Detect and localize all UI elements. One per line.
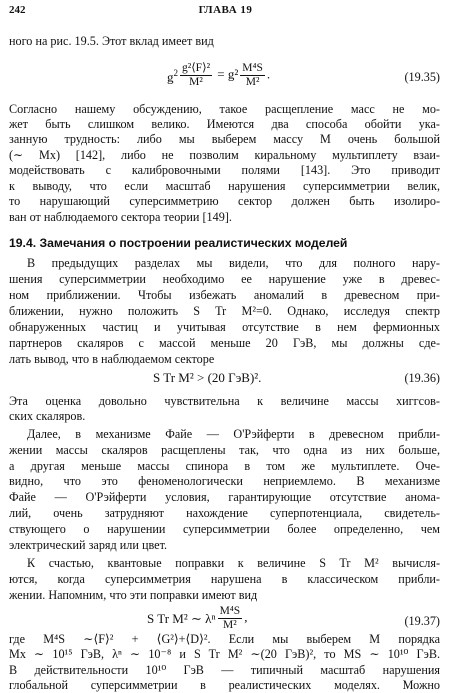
page-number: 242 <box>9 4 26 16</box>
text-line: электрический заряд или цвет. <box>9 538 168 552</box>
equation-mid: = g² <box>214 66 239 82</box>
equation-formula: S Tr M² > (20 ГэВ)². <box>153 370 262 385</box>
text-line: лий, очень затрудняют нахождение суперпотенциала, свидетель- <box>9 506 440 520</box>
text-line: ван от наблюдаемого сектора теории [149]. <box>9 210 232 224</box>
text-line: обнаруженных частиц и учитывая отсутствие в нем фермионных <box>9 320 440 334</box>
equation-19-35 <box>9 60 440 94</box>
text-line: жении. Напомним, что эти поправки имеют вид <box>9 588 258 602</box>
fraction-denominator: M² <box>189 76 203 88</box>
text-line: жении массы скаляров расщеплены так, что одна из них больше, <box>9 443 440 457</box>
fraction-numerator: g²⟨F⟩² <box>182 62 211 74</box>
text-line: ских скаляров. <box>9 409 86 423</box>
fraction-denominator: M² <box>223 619 237 631</box>
text-line: Согласно нашему обсуждению, такое расщепление масс не мо- <box>9 102 440 116</box>
running-header <box>9 4 442 20</box>
text-line: ются, когда суперсимметрия нарушена в классическом прибли- <box>9 572 440 586</box>
text-line: К счастью, квантовые поправки к величине S Tr M² вычисля- <box>27 556 440 570</box>
section-heading: 19.4. Замечания о построении реалистических моделей <box>9 236 348 250</box>
equation-lead: S Tr M² ∼ λⁿ <box>147 610 216 626</box>
text-line: глобальной суперсимметрии в реалистических моделях. Можно <box>9 678 440 692</box>
equation-19-37 <box>9 605 440 635</box>
text-line: жет быть слишком велико. Имеются два способа обойти ука- <box>9 117 440 131</box>
equation-formula: $g^2$ $\frac{\text{g²⟨F⟩²}}{\text{M²}}$ = g² $\frac{\text{M⁴S}}{\text{M²}}$ . <box>167 62 271 88</box>
text-line: Файе — О'Рэйферти условия, гарантирующие отсутствие анома- <box>9 490 440 504</box>
equation-number: (19.36) <box>404 371 440 385</box>
text-line: В предыдущих разделах мы видели, что для полного нару- <box>27 256 440 270</box>
text-line: где M⁴S ∼⟨F⟩² + ⟨G²⟩+⟨D⟩². Если мы выберем M порядка <box>9 632 440 646</box>
text-line: (∼ Mx) [142], либо не позволим киральному мультиплету взаи- <box>9 148 440 162</box>
text-line: ном приближении. Чтобы избежать аномалий в древесном при- <box>9 288 440 302</box>
text-line: шения суперсимметрии необходимо ее нарушение уже в древес- <box>9 272 440 286</box>
text-line: занную трудность: либо мы выберем массу M очень большой <box>9 132 440 146</box>
fraction-denominator: M² <box>245 76 260 88</box>
text-line: ближении, нужно положить S Tr M²=0. Однако, исследуя спектр <box>9 304 440 318</box>
text-line: к выводу, что если масштаб нарушения суперсимметрии велик, <box>9 179 440 193</box>
text-line: лать вывод, что в наблюдаемом секторе <box>9 352 215 366</box>
equation-formula <box>147 605 247 632</box>
text-line: ного на рис. 19.5. Этот вклад имеет вид <box>9 34 214 48</box>
equation-tail: , <box>244 609 248 625</box>
chapter-title: ГЛАВА 19 <box>198 4 253 16</box>
fraction-numerator: M⁴S <box>242 62 263 74</box>
text-line: то нарушающий суперсимметрию сектор должен быть изолиро- <box>9 194 440 208</box>
text-line: партнеров скаляров с массой меньше 20 ГэВ, мы должны сде- <box>9 336 440 350</box>
text-line: В действительности 10¹⁰ ГэВ — типичный масштаб нарушения <box>9 663 440 677</box>
equation-number: (19.37) <box>404 614 440 628</box>
text-line: видно, что это феноменологически неприемлемо. В механизме <box>9 474 440 488</box>
text-line: модействовать с калибровочными полями [143]. Это приводит <box>9 163 440 177</box>
text-line: Mx ∼ 10¹⁵ ГэВ, λⁿ ∼ 10⁻⁸ и S Tr M² ∼(20 ГэВ)², то MS ∼ 10¹⁰ ГэВ. <box>9 647 440 661</box>
text-line: а другая меньше массы спинора в том же мультиплете. Оче- <box>9 459 440 473</box>
text-line: ствующего о нарушении суперсимметрии более определенно, чем <box>9 522 440 536</box>
equation-tail: . <box>266 66 271 82</box>
equation-19-36 <box>9 367 440 389</box>
text-line: Далее, в механизме Файе — О'Рэйферти в древесном прибли- <box>27 427 440 441</box>
equation-number: (19.35) <box>404 70 440 84</box>
text-line: Эта оценка довольно чувствительна к величине массы хиггсов- <box>9 394 440 408</box>
fraction-numerator: M⁴S <box>219 605 241 617</box>
